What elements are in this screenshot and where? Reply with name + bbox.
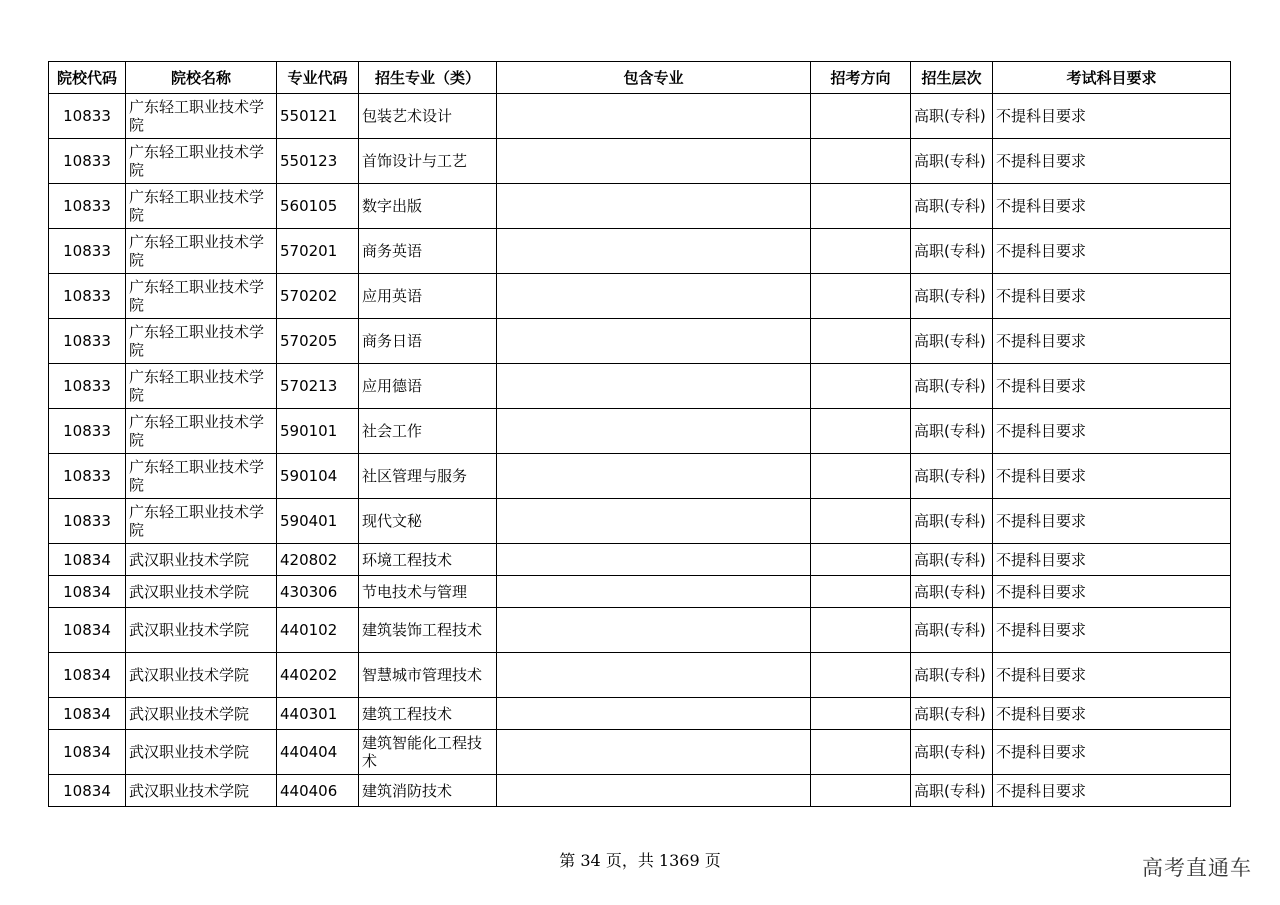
cell-direction bbox=[811, 274, 911, 319]
cell-major: 建筑智能化工程技术 bbox=[359, 730, 497, 775]
cell-level: 高职(专科) bbox=[911, 499, 993, 544]
cell-major: 应用英语 bbox=[359, 274, 497, 319]
cell-direction bbox=[811, 454, 911, 499]
cell-direction bbox=[811, 730, 911, 775]
cell-direction bbox=[811, 653, 911, 698]
cell-direction bbox=[811, 499, 911, 544]
cell-direction bbox=[811, 409, 911, 454]
cell-direction bbox=[811, 544, 911, 576]
header-subject-requirement: 考试科目要求 bbox=[993, 62, 1231, 94]
header-major-code: 专业代码 bbox=[277, 62, 359, 94]
cell-direction bbox=[811, 775, 911, 807]
cell-major-code: 550123 bbox=[277, 139, 359, 184]
table-row bbox=[49, 576, 1231, 608]
cell-major: 智慧城市管理技术 bbox=[359, 653, 497, 698]
cell-subject-requirement: 不提科目要求 bbox=[993, 730, 1231, 775]
cell-major-code: 440301 bbox=[277, 698, 359, 730]
page-number: 第 34 页，共 1369 页 bbox=[559, 851, 721, 870]
table-row bbox=[49, 454, 1231, 499]
cell-major: 环境工程技术 bbox=[359, 544, 497, 576]
cell-major: 商务英语 bbox=[359, 229, 497, 274]
cell-direction bbox=[811, 698, 911, 730]
table-row bbox=[49, 139, 1231, 184]
cell-major: 社会工作 bbox=[359, 409, 497, 454]
cell-major-code: 550121 bbox=[277, 94, 359, 139]
cell-school-name: 广东轻工职业技术学院 bbox=[126, 139, 277, 184]
header-school-code: 院校代码 bbox=[49, 62, 126, 94]
admissions-table bbox=[48, 61, 1231, 807]
cell-subject-requirement: 不提科目要求 bbox=[993, 364, 1231, 409]
cell-subject-requirement: 不提科目要求 bbox=[993, 499, 1231, 544]
cell-level: 高职(专科) bbox=[911, 364, 993, 409]
table-row bbox=[49, 94, 1231, 139]
cell-school-name: 广东轻工职业技术学院 bbox=[126, 229, 277, 274]
cell-direction bbox=[811, 364, 911, 409]
cell-level: 高职(专科) bbox=[911, 730, 993, 775]
cell-level: 高职(专科) bbox=[911, 775, 993, 807]
header-level: 招生层次 bbox=[911, 62, 993, 94]
cell-level: 高职(专科) bbox=[911, 94, 993, 139]
cell-subject-requirement: 不提科目要求 bbox=[993, 229, 1231, 274]
cell-included-majors bbox=[497, 319, 811, 364]
cell-subject-requirement: 不提科目要求 bbox=[993, 775, 1231, 807]
cell-school-name: 广东轻工职业技术学院 bbox=[126, 454, 277, 499]
cell-school-name: 广东轻工职业技术学院 bbox=[126, 274, 277, 319]
cell-school-name: 武汉职业技术学院 bbox=[126, 653, 277, 698]
table-row bbox=[49, 364, 1231, 409]
cell-major: 社区管理与服务 bbox=[359, 454, 497, 499]
cell-major-code: 570213 bbox=[277, 364, 359, 409]
cell-major-code: 440102 bbox=[277, 608, 359, 653]
cell-level: 高职(专科) bbox=[911, 274, 993, 319]
cell-level: 高职(专科) bbox=[911, 698, 993, 730]
cell-level: 高职(专科) bbox=[911, 319, 993, 364]
cell-included-majors bbox=[497, 608, 811, 653]
cell-level: 高职(专科) bbox=[911, 229, 993, 274]
cell-included-majors bbox=[497, 139, 811, 184]
cell-school-name: 武汉职业技术学院 bbox=[126, 698, 277, 730]
cell-included-majors bbox=[497, 730, 811, 775]
table-row bbox=[49, 409, 1231, 454]
cell-level: 高职(专科) bbox=[911, 576, 993, 608]
cell-school-code: 10833 bbox=[49, 229, 126, 274]
cell-level: 高职(专科) bbox=[911, 653, 993, 698]
cell-included-majors bbox=[497, 274, 811, 319]
cell-subject-requirement: 不提科目要求 bbox=[993, 409, 1231, 454]
cell-subject-requirement: 不提科目要求 bbox=[993, 184, 1231, 229]
cell-level: 高职(专科) bbox=[911, 139, 993, 184]
cell-major-code: 570202 bbox=[277, 274, 359, 319]
cell-school-code: 10833 bbox=[49, 409, 126, 454]
cell-level: 高职(专科) bbox=[911, 544, 993, 576]
table-row bbox=[49, 608, 1231, 653]
cell-school-code: 10834 bbox=[49, 698, 126, 730]
cell-major: 首饰设计与工艺 bbox=[359, 139, 497, 184]
cell-subject-requirement: 不提科目要求 bbox=[993, 653, 1231, 698]
cell-included-majors bbox=[497, 229, 811, 274]
cell-major-code: 430306 bbox=[277, 576, 359, 608]
cell-level: 高职(专科) bbox=[911, 454, 993, 499]
cell-school-code: 10833 bbox=[49, 319, 126, 364]
cell-major: 包装艺术设计 bbox=[359, 94, 497, 139]
table-row bbox=[49, 184, 1231, 229]
cell-major-code: 570205 bbox=[277, 319, 359, 364]
cell-subject-requirement: 不提科目要求 bbox=[993, 698, 1231, 730]
header-included-majors: 包含专业 bbox=[497, 62, 811, 94]
header-direction: 招考方向 bbox=[811, 62, 911, 94]
cell-school-code: 10833 bbox=[49, 499, 126, 544]
cell-direction bbox=[811, 319, 911, 364]
cell-school-name: 武汉职业技术学院 bbox=[126, 730, 277, 775]
cell-school-name: 广东轻工职业技术学院 bbox=[126, 94, 277, 139]
cell-school-code: 10834 bbox=[49, 608, 126, 653]
cell-included-majors bbox=[497, 454, 811, 499]
cell-school-name: 广东轻工职业技术学院 bbox=[126, 409, 277, 454]
cell-major: 建筑装饰工程技术 bbox=[359, 608, 497, 653]
cell-school-code: 10833 bbox=[49, 139, 126, 184]
cell-major-code: 590401 bbox=[277, 499, 359, 544]
cell-included-majors bbox=[497, 499, 811, 544]
cell-school-code: 10834 bbox=[49, 544, 126, 576]
watermark-logo: 高考直通车 bbox=[1142, 856, 1252, 880]
cell-included-majors bbox=[497, 653, 811, 698]
cell-direction bbox=[811, 608, 911, 653]
table-row bbox=[49, 730, 1231, 775]
cell-level: 高职(专科) bbox=[911, 409, 993, 454]
cell-major: 商务日语 bbox=[359, 319, 497, 364]
cell-major-code: 590104 bbox=[277, 454, 359, 499]
cell-major-code: 590101 bbox=[277, 409, 359, 454]
cell-school-code: 10833 bbox=[49, 364, 126, 409]
cell-major: 建筑工程技术 bbox=[359, 698, 497, 730]
cell-direction bbox=[811, 94, 911, 139]
cell-direction bbox=[811, 229, 911, 274]
cell-included-majors bbox=[497, 576, 811, 608]
table-row bbox=[49, 653, 1231, 698]
cell-subject-requirement: 不提科目要求 bbox=[993, 94, 1231, 139]
cell-school-code: 10833 bbox=[49, 274, 126, 319]
cell-school-name: 广东轻工职业技术学院 bbox=[126, 319, 277, 364]
cell-major-code: 420802 bbox=[277, 544, 359, 576]
cell-major: 数字出版 bbox=[359, 184, 497, 229]
table-row bbox=[49, 698, 1231, 730]
cell-school-code: 10833 bbox=[49, 184, 126, 229]
cell-school-name: 武汉职业技术学院 bbox=[126, 608, 277, 653]
cell-school-code: 10834 bbox=[49, 653, 126, 698]
cell-included-majors bbox=[497, 698, 811, 730]
cell-direction bbox=[811, 184, 911, 229]
cell-major-code: 440202 bbox=[277, 653, 359, 698]
cell-subject-requirement: 不提科目要求 bbox=[993, 576, 1231, 608]
cell-major-code: 440406 bbox=[277, 775, 359, 807]
cell-subject-requirement: 不提科目要求 bbox=[993, 139, 1231, 184]
cell-school-name: 广东轻工职业技术学院 bbox=[126, 499, 277, 544]
cell-included-majors bbox=[497, 94, 811, 139]
header-school-name: 院校名称 bbox=[126, 62, 277, 94]
cell-subject-requirement: 不提科目要求 bbox=[993, 544, 1231, 576]
cell-school-name: 武汉职业技术学院 bbox=[126, 544, 277, 576]
cell-major-code: 440404 bbox=[277, 730, 359, 775]
cell-school-name: 武汉职业技术学院 bbox=[126, 775, 277, 807]
cell-included-majors bbox=[497, 184, 811, 229]
cell-direction bbox=[811, 576, 911, 608]
table-row bbox=[49, 775, 1231, 807]
header-major: 招生专业（类） bbox=[359, 62, 497, 94]
table-header-row bbox=[49, 62, 1231, 94]
cell-school-name: 广东轻工职业技术学院 bbox=[126, 184, 277, 229]
cell-school-code: 10834 bbox=[49, 576, 126, 608]
cell-school-code: 10834 bbox=[49, 775, 126, 807]
cell-major: 节电技术与管理 bbox=[359, 576, 497, 608]
cell-subject-requirement: 不提科目要求 bbox=[993, 274, 1231, 319]
cell-major-code: 570201 bbox=[277, 229, 359, 274]
cell-school-name: 武汉职业技术学院 bbox=[126, 576, 277, 608]
cell-school-code: 10833 bbox=[49, 454, 126, 499]
cell-included-majors bbox=[497, 364, 811, 409]
cell-included-majors bbox=[497, 544, 811, 576]
table-row bbox=[49, 319, 1231, 364]
cell-level: 高职(专科) bbox=[911, 184, 993, 229]
cell-subject-requirement: 不提科目要求 bbox=[993, 319, 1231, 364]
cell-major: 应用德语 bbox=[359, 364, 497, 409]
cell-included-majors bbox=[497, 409, 811, 454]
cell-major: 建筑消防技术 bbox=[359, 775, 497, 807]
cell-school-code: 10833 bbox=[49, 94, 126, 139]
cell-direction bbox=[811, 139, 911, 184]
cell-level: 高职(专科) bbox=[911, 608, 993, 653]
table-row bbox=[49, 274, 1231, 319]
cell-school-name: 广东轻工职业技术学院 bbox=[126, 364, 277, 409]
table-row bbox=[49, 544, 1231, 576]
cell-major-code: 560105 bbox=[277, 184, 359, 229]
cell-subject-requirement: 不提科目要求 bbox=[993, 608, 1231, 653]
table-row bbox=[49, 499, 1231, 544]
cell-subject-requirement: 不提科目要求 bbox=[993, 454, 1231, 499]
cell-included-majors bbox=[497, 775, 811, 807]
cell-major: 现代文秘 bbox=[359, 499, 497, 544]
cell-school-code: 10834 bbox=[49, 730, 126, 775]
table-row bbox=[49, 229, 1231, 274]
